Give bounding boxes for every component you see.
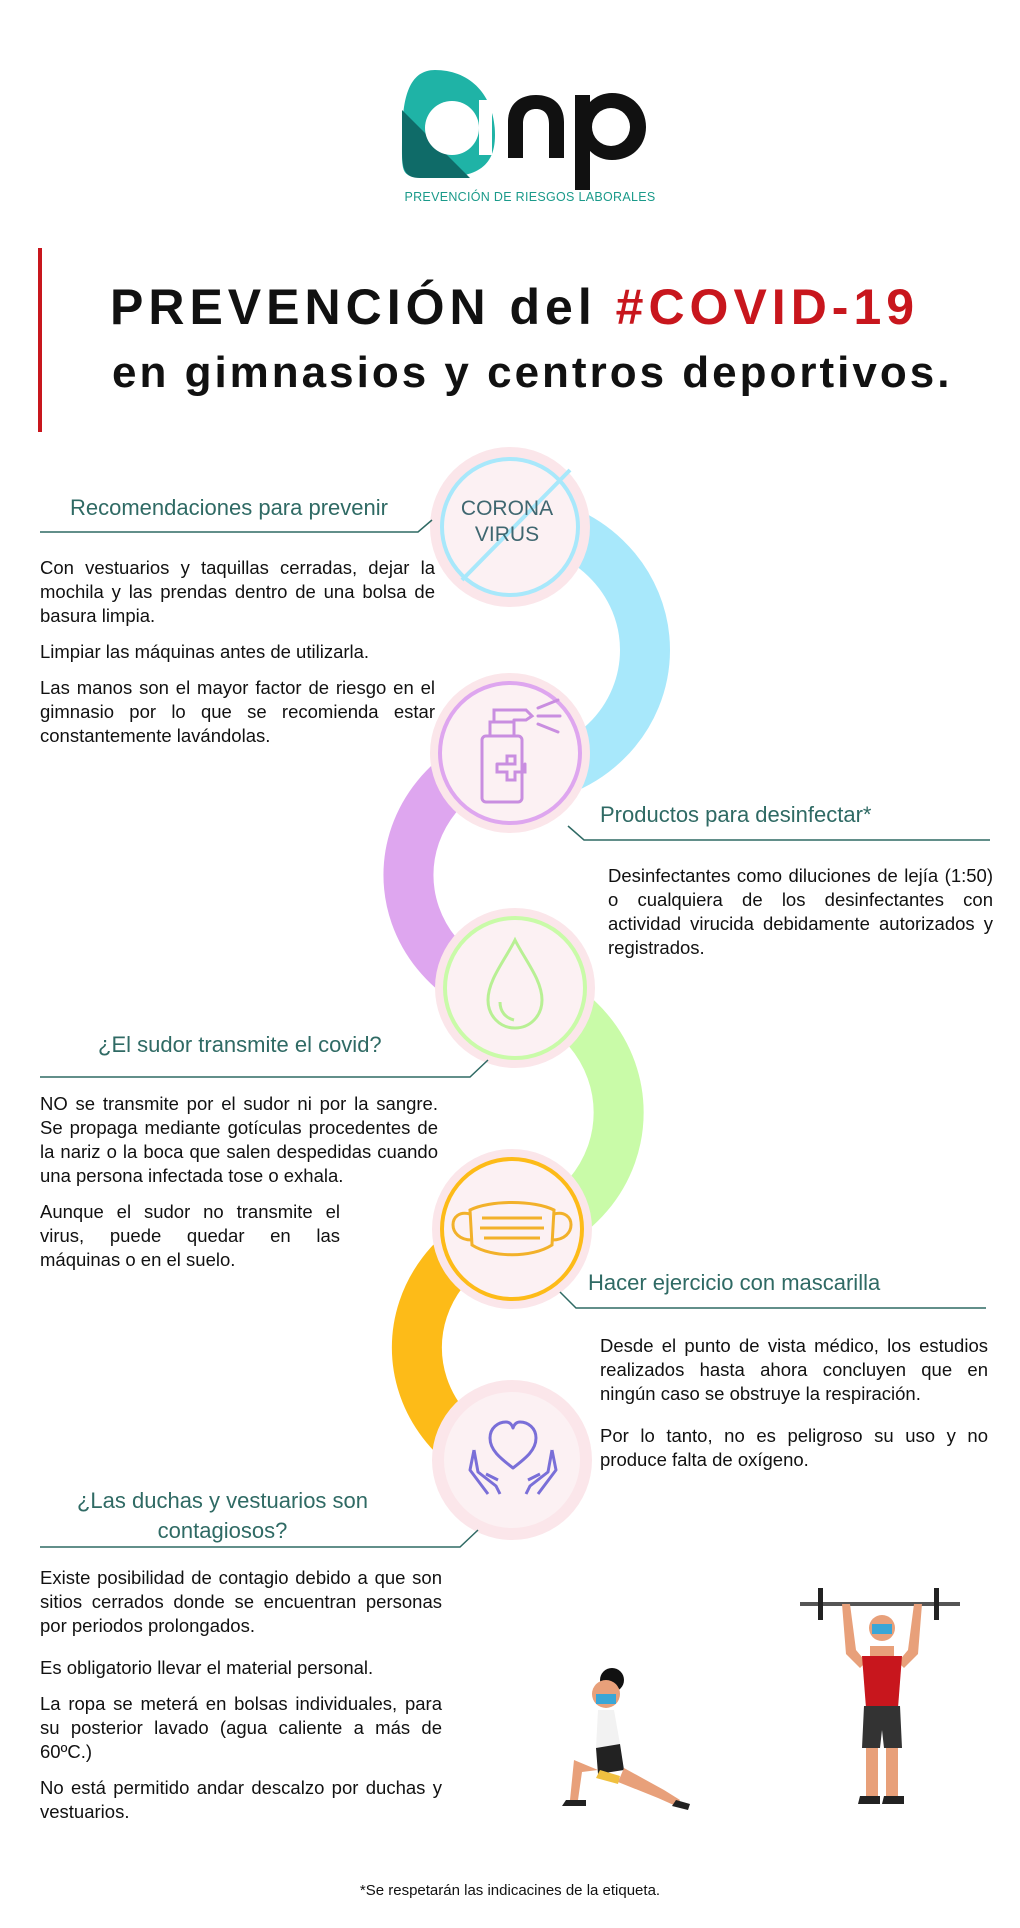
heading-duchas [40, 1486, 405, 1546]
title-hashtag: #COVID-19 [615, 279, 920, 335]
text-sudor [40, 1092, 438, 1284]
circle-heart [432, 1380, 592, 1540]
heading-duchas-line1: ¿Las duchas y vestuarios son [76, 1488, 369, 1513]
circle-spray [430, 673, 590, 833]
paragraph: Es obligatorio llevar el material personal. [40, 1657, 374, 1678]
page-title-line1 [110, 278, 919, 336]
heading-prevenir: Recomendaciones para prevenir [70, 495, 388, 520]
circle-drop [435, 908, 595, 1068]
logo-tagline: PREVENCIÓN DE RIESGOS LABORALES [404, 190, 656, 204]
heading-mascarilla: Hacer ejercicio con mascarilla [588, 1270, 881, 1295]
circle-mask [432, 1149, 592, 1309]
logo-mark [402, 70, 646, 190]
paragraph: La ropa se meterá en bolsas individuales, para su posterior lavado (agua caliente a más de 60ºC.) [40, 1693, 442, 1762]
man-barbell-illustration [800, 1588, 960, 1804]
footnote: *Se respetarán las indicacines de la etiqueta. [359, 1882, 661, 1899]
woman-exercise-illustration [562, 1668, 690, 1810]
heading-duchas-line2: contagiosos? [157, 1518, 288, 1543]
paragraph: Desde el punto de vista médico, los estudios realizados hasta ahora concluyen que en ningún caso se obstruye la respiración. [600, 1335, 988, 1404]
text-desinfectar [608, 864, 993, 972]
text-prevenir [40, 556, 435, 760]
title-prefix: PREVENCIÓN del [110, 279, 616, 335]
paragraph: Las manos son el mayor factor de riesgo en el gimnasio por lo que se recomienda estar constantemente lavándolas. [40, 677, 435, 746]
paragraph: Con vestuarios y taquillas cerradas, dejar la mochila y las prendas dentro de una bolsa de basura limpia. [40, 557, 435, 626]
paragraph: Limpiar las máquinas antes de utilizarla. [40, 641, 370, 662]
heading-sudor: ¿El sudor transmite el covid? [98, 1032, 382, 1057]
paragraph: Aunque el sudor no transmite el virus, puede quedar en las máquinas o en el suelo. [40, 1201, 340, 1270]
paragraph: NO se transmite por el sudor ni por la sangre. Se propaga mediante gotículas procedentes de la nariz o la boca que salen despedidas cuando una persona infectada tose o exhala. [40, 1093, 438, 1186]
paragraph: Desinfectantes como diluciones de lejía (1:50) o cualquiera de los desinfectantes con actividad virucida debidamente autorizados y registrados. [608, 865, 993, 958]
paragraph: Existe posibilidad de contagio debido a que son sitios cerrados donde se encuentran personas por periodos prolongados. [40, 1567, 442, 1636]
coronavirus-label: CORONA VIRUS [460, 497, 554, 546]
title-accent-bar [38, 248, 42, 432]
paragraph: Por lo tanto, no es peligroso su uso y no produce falta de oxígeno. [600, 1425, 988, 1470]
paragraph: No está permitido andar descalzo por duchas y vestuarios. [40, 1777, 442, 1822]
page-title-line2: en gimnasios y centros deportivos. [112, 348, 953, 397]
text-duchas [40, 1566, 442, 1836]
heading-desinfectar: Productos para desinfectar* [600, 802, 872, 827]
text-mascarilla [600, 1334, 988, 1484]
